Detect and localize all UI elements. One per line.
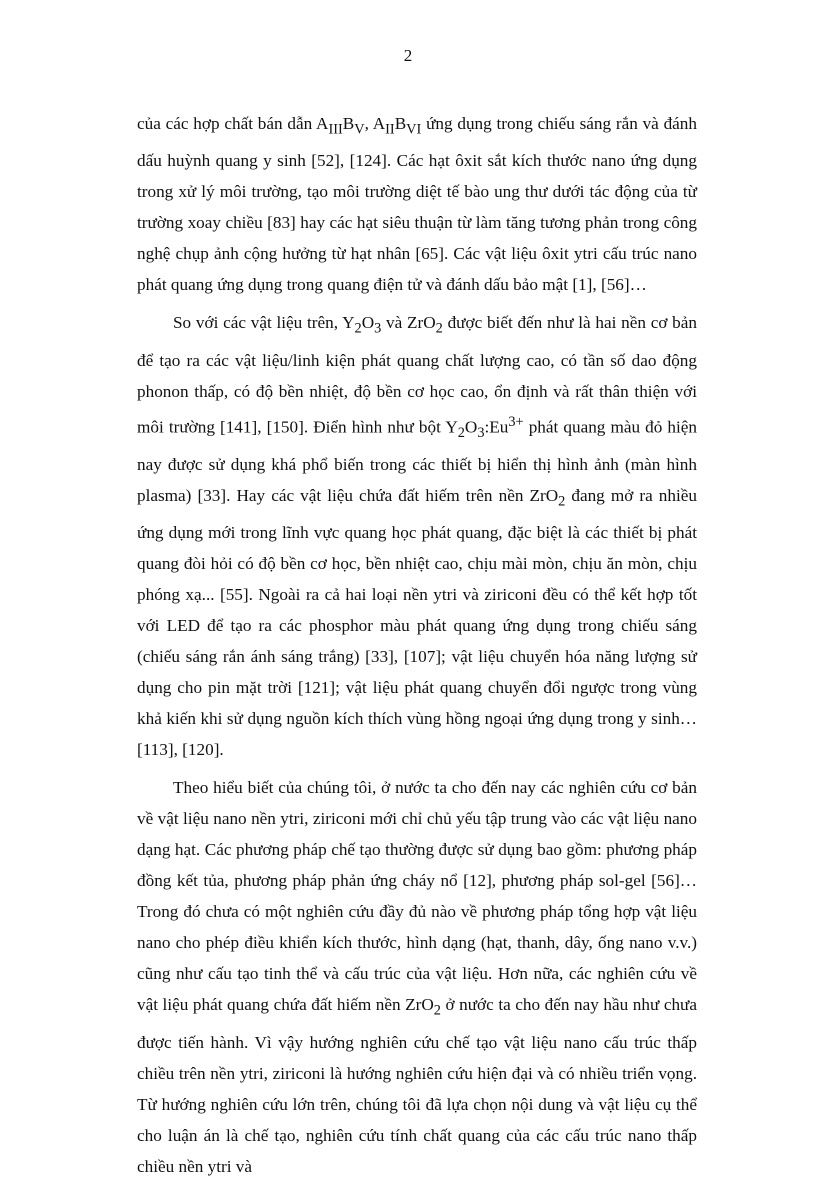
paragraph-1 (137, 108, 697, 300)
subscript-text: 2 (435, 320, 443, 337)
subscript-text: VI (406, 121, 422, 138)
text-run: đang mở ra nhiều ứng dụng mới trong lĩnh vực quang học phát quang, đặc biệt là các thiết bị phát quang đòi hỏi có độ bền cơ học, bền nhiệt cao, chịu mài mòn, chịu ăn mòn, chịu phóng xạ... [55]. Ngoài ra cả hai loại nền ytri và ziriconi đều có thể kết hợp tốt với LED để tạo ra các phosphor màu phát quang ứng dụng trong chiếu sáng (chiếu sáng rắn ánh sáng trắng) [33], [107]; vật liệu chuyển hóa năng lượng sử dụng cho pin mặt trời [121]; vật liệu phát quang chuyển đổi ngược trong vùng khả kiến khi sử dụng nguồn kích thích vùng hồng ngoại ứng dụng trong y sinh…[113], [120]. (137, 486, 697, 760)
text-run: , A (364, 114, 386, 133)
paragraph-3 (137, 772, 697, 1181)
subscript-text: 3 (477, 425, 485, 442)
text-run: O (361, 313, 375, 333)
subscript-text: V (354, 121, 365, 138)
text-run: ứng dụng trong chiếu sáng rắn và đánh dấu huỳnh quang y sinh [52], [124]. Các hạt ôxit sắt kích thước nano ứng dụng trong xử lý môi trường, tạo môi trường diệt tế bào ung thư dưới tác động của từ trường xoay chiều [83] hay các hạt siêu thuận từ làm tăng tương phản trong công nghệ chụp ảnh cộng hưởng từ hạt nhân [65]. Các vật liệu ôxit ytri cấu trúc nano phát quang ứng dụng trong quang điện tử và đánh dấu bảo mật [1], [56]… (137, 114, 697, 295)
text-run: của các hợp chất bán dẫn A (137, 114, 329, 133)
text-run: và ZrO (381, 313, 436, 333)
subscript-text: 3 (374, 320, 382, 337)
text-run: So với các vật liệu trên, Y (173, 313, 355, 333)
subscript-text: II (385, 121, 395, 138)
text-run: ở nước ta cho đến nay hầu như chưa được tiến hành. Vì vậy hướng nghiên cứu chế tạo vật liệu nano cấu trúc thấp chiều trên nền ytri, ziriconi là hướng nghiên cứu hiện đại và có nhiều triển vọng. Từ hướng nghiên cứu lớn trên, chúng tôi đã lựa chọn nội dung và vật liệu cụ thể cho luận án là chế tạo, nghiên cứu tính chất quang của các cấu trúc nano thấp chiều nền ytri và (137, 995, 697, 1176)
subscript-text: 2 (433, 1002, 441, 1019)
text-run: O (464, 417, 478, 437)
page-number: 2 (403, 46, 413, 65)
subscript-text: 2 (354, 320, 362, 337)
text-run: được biết đến như là hai nền cơ bản để tạo ra các vật liệu/linh kiện phát quang chất lượng cao, có tần số dao động phonon thấp, có độ bền nhiệt, độ bền cơ học cao, ổn định và rất thân thiện với môi trường [141], [150]. Điển hình như bột Y (137, 313, 697, 437)
subscript-text: III (328, 121, 343, 138)
subscript-text: 2 (558, 493, 566, 510)
text-run: Theo hiểu biết của chúng tôi, ở nước ta cho đến nay các nghiên cứu cơ bản về vật liệu nano nền ytri, ziriconi mới chỉ chủ yếu tập trung vào các vật liệu nano dạng hạt. Các phương pháp chế tạo thường được sử dụng bao gồm: phương pháp đồng kết tủa, phương pháp phản ứng cháy nổ [12], phương pháp sol-gel [56]… Trong đó chưa có một nghiên cứu đầy đủ nào về phương pháp tổng hợp vật liệu nano cho phép điều khiển kích thước, hình dạng (hạt, thanh, dây, ống nano v.v.) cũng như cấu tạo tinh thể và cấu trúc của vật liệu. Hơn nữa, các nghiên cứu về vật liệu phát quang chứa đất hiếm nền ZrO (137, 778, 697, 1015)
paragraph-2 (137, 307, 697, 765)
text-run: B (342, 114, 355, 133)
subscript-text: 2 (457, 425, 465, 442)
text-run: B (394, 114, 407, 133)
body-text (137, 108, 697, 1189)
text-run: phát quang màu đỏ hiện nay được sử dụng khá phổ biến trong các thiết bị hiển thị hình ảnh (màn hình plasma) [33]. Hay các vật liệu chứa đất hiếm trên nền ZrO (137, 417, 697, 506)
superscript-text: 3+ (508, 413, 524, 430)
text-run: :Eu (484, 417, 509, 437)
